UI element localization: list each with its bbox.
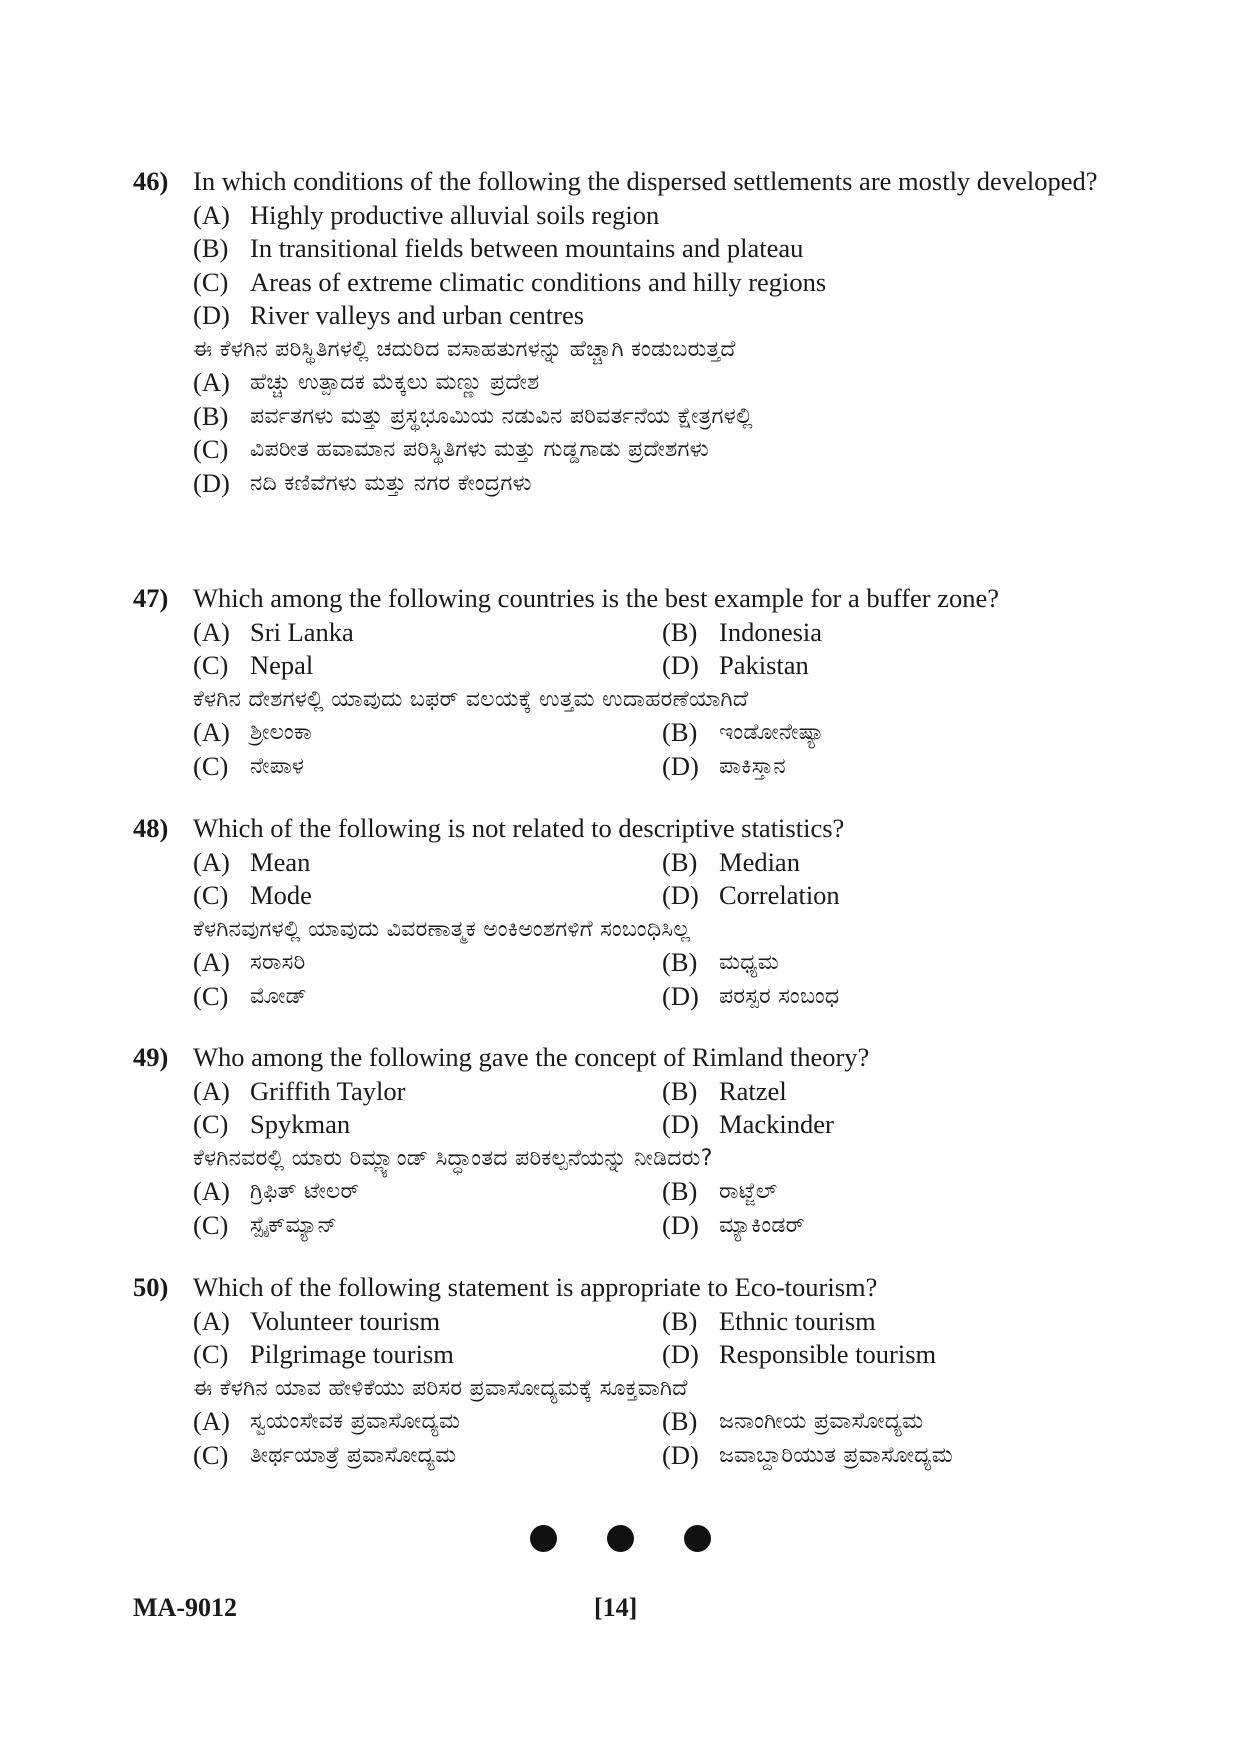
option-letter: (D) [193,300,230,330]
option-text: Pakistan [719,650,809,680]
question-number: 46) [133,166,169,196]
option-text: Griffith Taylor [250,1075,406,1106]
option-letter: (B) [662,1075,698,1106]
dot-icon [607,1525,634,1552]
question-text-kannada: ಈ ಕೆಳಗಿನ ಯಾವ ಹೇಳಿಕೆಯು ಪರಿಸರ ಪ್ರವಾಸೋದ್ಯಮಕ್ಕೆ ಸೂಕ್ತವಾಗಿದೆ [193,1375,688,1401]
option-text-kannada: ನೇಪಾಳ [250,753,305,779]
option-text: Indonesia [719,616,823,647]
option-text: Correlation [719,880,840,910]
option-text: Nepal [250,650,314,680]
option-text-kannada: ಮಧ್ಯಮ [719,950,779,975]
question-number: 49) [133,1042,169,1072]
option-text: Responsible tourism [719,1339,937,1369]
option-text: Ethnic tourism [719,1305,876,1336]
option-letter: (B) [193,233,229,263]
option-text: Mackinder [719,1109,834,1139]
option-text-kannada: ಪರ್ವತಗಳು ಮತ್ತು ಪ್ರಸ್ಥಭೂಮಿಯ ನಡುವಿನ ಪರಿವರ್ತನೆಯ ಕ್ಷೇತ್ರಗಳಲ್ಲಿ [250,403,753,429]
option-list [193,199,1113,333]
option-letter: (B) [193,400,229,431]
dot-icon [530,1525,557,1552]
question-text: Which of the following is not related to descriptive statistics? [193,813,845,843]
option-letter: (B) [662,616,698,647]
option-list-kannada [193,366,1113,500]
option-list [193,1075,1113,1142]
question-text: Which of the following statement is appropriate to Eco-tourism? [193,1272,878,1302]
option-letter: (D) [193,467,230,498]
option-text-kannada: ನದಿ ಕಣಿವೆಗಳು ಮತ್ತು ನಗರ ಕೇಂದ್ರಗಳು [250,470,532,496]
option-letter: (D) [662,1109,699,1139]
question-text-kannada: ಕೆಳಗಿನವರಲ್ಲಿ ಯಾರು ರಿಮ್ಲ್ಯಾಂಡ್ ಸಿದ್ಧಾಂತದ ಪರಿಕಲ್ಪನೆಯನ್ನು ನೀಡಿದರು? [193,1145,713,1171]
option-list-kannada [193,716,1113,783]
option-letter: (C) [193,1209,229,1240]
option-text-kannada: ತೀರ್ಥಯಾತ್ರೆ ಪ್ರವಾಸೋದ್ಯಮ [250,1442,457,1468]
option-letter: (C) [193,880,229,910]
option-letter: (D) [662,880,699,910]
option-letter: (B) [662,717,698,747]
option-text-kannada: ಜನಾಂಗೀಯ ಪ್ರವಾಸೋದ್ಯಮ [719,1409,924,1434]
question-46 [133,165,1113,500]
option-letter: (C) [193,434,229,464]
option-letter: (C) [193,750,229,781]
option-text-kannada: ಸ್ವಯಂಸೇವಕ ಪ್ರವಾಸೋದ್ಯಮ [250,1409,461,1434]
option-list [193,1305,1113,1372]
option-text-kannada: ಗ್ರಿಫಿತ್ ಟೇಲರ್ [250,1179,360,1204]
option-letter: (D) [662,750,699,781]
option-letter: (D) [662,980,699,1011]
option-text: Ratzel [719,1075,787,1106]
option-letter: (B) [662,1406,698,1436]
option-list-kannada [193,946,1113,1013]
option-letter: (D) [662,1339,699,1369]
question-49 [133,1041,1113,1242]
option-letter: (C) [193,1439,229,1470]
option-letter: (A) [193,1406,230,1436]
question-text: Which among the following countries is the best example for a buffer zone? [193,583,1000,613]
question-number: 48) [133,813,169,843]
option-text-kannada: ವಿಪರೀತ ಹವಾಮಾನ ಪರಿಸ್ಥಿತಿಗಳು ಮತ್ತು ಗುಡ್ಡಗಾಡು ಪ್ರದೇಶಗಳು [250,437,709,462]
option-letter: (B) [662,947,698,977]
option-text: Highly productive alluvial soils region [250,199,660,230]
option-letter: (A) [193,616,230,647]
option-letter: (A) [193,199,230,230]
option-text-kannada: ಇಂಡೋನೇಷ್ಯಾ [719,720,825,745]
option-letter: (A) [193,1176,230,1206]
option-text: Volunteer tourism [250,1305,441,1336]
option-text-kannada: ಮೋಡ್ [250,983,308,1009]
option-letter: (C) [193,650,229,680]
option-text-kannada: ಪಾಕಿಸ್ತಾನ [719,753,786,779]
end-of-section-dots [0,1525,1241,1552]
option-text-kannada: ಹೆಚ್ಚು ಉತ್ಪಾದಕ ಮೆಕ್ಕಲು ಮಣ್ಣು ಪ್ರದೇಶ [250,370,540,395]
question-number: 47) [133,583,169,613]
option-letter: (D) [662,1439,699,1470]
option-text: Pilgrimage tourism [250,1339,454,1369]
option-letter: (A) [193,717,230,747]
option-list [193,846,1113,913]
option-letter: (A) [193,1305,230,1336]
option-text-kannada: ಶ್ರೀಲಂಕಾ [250,720,312,745]
option-list-kannada [193,1405,1113,1472]
option-text-kannada: ಪರಸ್ಪರ ಸಂಬಂಧ [719,983,840,1009]
option-list [193,616,1113,683]
option-text: Areas of extreme climatic conditions and hilly regions [250,266,827,297]
option-text: In transitional fields between mountains and plateau [250,233,804,263]
option-letter: (C) [193,980,229,1011]
option-text-kannada: ಸರಾಸರಿ [250,950,306,975]
option-letter: (C) [193,1339,229,1369]
question-number: 50) [133,1272,169,1302]
option-text: Mode [250,880,312,910]
question-47 [133,582,1113,783]
dot-icon [684,1525,711,1552]
option-letter: (B) [662,1176,698,1206]
question-text-kannada: ಈ ಕೆಳಗಿನ ಪರಿಸ್ಥಿತಿಗಳಲ್ಲಿ ಚದುರಿದ ವಸಾಹತುಗಳನ್ನು ಹೆಚ್ಚಾಗಿ ಕಂಡುಬರುತ್ತದೆ [193,336,736,362]
option-text: Mean [250,846,311,877]
question-text: In which conditions of the following the dispersed settlements are mostly developed? [193,166,1098,196]
page-number: [14] [594,1593,638,1622]
question-text: Who among the following gave the concept of Rimland theory? [193,1042,870,1072]
option-letter: (C) [193,1109,229,1139]
option-text-kannada: ಸ್ಪೈಕ್‌ಮ್ಯಾನ್ [250,1212,338,1238]
option-letter: (A) [193,947,230,977]
option-letter: (C) [193,266,229,297]
option-letter: (A) [193,846,230,877]
option-text: River valleys and urban centres [250,300,585,330]
option-text-kannada: ಜವಾಬ್ದಾರಿಯುತ ಪ್ರವಾಸೋದ್ಯಮ [719,1442,953,1468]
option-letter: (D) [662,650,699,680]
question-text-kannada: ಕೆಳಗಿನ ದೇಶಗಳಲ್ಲಿ ಯಾವುದು ಬಫರ್ ವಲಯಕ್ಕೆ ಉತ್ತಮ ಉದಾಹರಣೆಯಾಗಿದೆ [193,686,749,712]
option-letter: (A) [193,367,230,397]
option-text-kannada: ಮ್ಯಾಕಿಂಡರ್ [719,1212,805,1238]
option-list-kannada [193,1175,1113,1242]
option-text: Spykman [250,1109,351,1139]
question-text-kannada: ಕೆಳಗಿನವುಗಳಲ್ಲಿ ಯಾವುದು ವಿವರಣಾತ್ಮಕ ಅಂಕಿಅಂಶಗಳಿಗೆ ಸಂಬಂಧಿಸಿಲ್ಲ [193,916,691,942]
option-text: Sri Lanka [250,616,354,647]
option-text: Median [719,846,800,877]
question-48 [133,812,1113,1013]
option-letter: (A) [193,1075,230,1106]
option-letter: (D) [662,1209,699,1240]
option-letter: (B) [662,846,698,877]
option-text-kannada: ರಾಟ್ಜೆಲ್ [719,1179,778,1204]
option-letter: (B) [662,1305,698,1336]
paper-code: MA-9012 [133,1593,237,1622]
question-50 [133,1271,1113,1472]
